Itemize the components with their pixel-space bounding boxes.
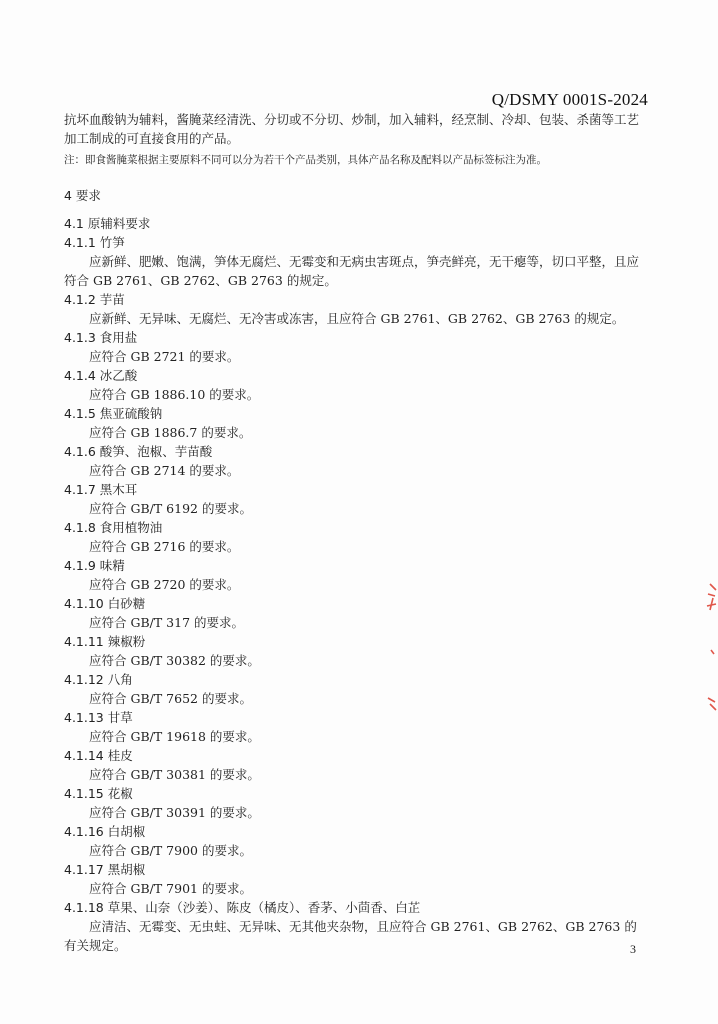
item-text: 应符合 GB/T 30391 的要求。 bbox=[89, 805, 260, 820]
item-text: 应符合 GB/T 30382 的要求。 bbox=[89, 653, 260, 668]
item-heading: 4.1.17 黑胡椒 bbox=[64, 862, 146, 877]
item-text: 应符合 GB/T 7901 的要求。 bbox=[89, 881, 252, 896]
item-4-1-13 bbox=[64, 709, 644, 746]
item-text: 应符合 GB/T 6192 的要求。 bbox=[89, 501, 252, 516]
item-text: 应符合 GB 2714 的要求。 bbox=[89, 463, 240, 478]
item-4-1-16 bbox=[64, 823, 644, 860]
item-heading: 4.1.12 八角 bbox=[64, 672, 133, 687]
intro-note: 注：即食酱腌菜根据主要原料不同可以分为若干个产品类别，具体产品名称及配料以产品标签标注为准。 bbox=[64, 154, 547, 166]
subsection-title: 4.1 原辅料要求 bbox=[64, 216, 151, 231]
item-4-1-12 bbox=[64, 671, 644, 708]
item-4-1-14 bbox=[64, 747, 644, 784]
item-heading: 4.1.3 食用盐 bbox=[64, 330, 138, 345]
item-text: 应符合 GB 2720 的要求。 bbox=[89, 577, 240, 592]
item-4-1-3 bbox=[64, 329, 644, 366]
item-4-1-9 bbox=[64, 557, 644, 594]
item-4-1-11 bbox=[64, 633, 644, 670]
item-heading: 4.1.8 食用植物油 bbox=[64, 520, 163, 535]
intro-paragraph: 抗坏血酸钠为辅料，酱腌菜经清洗、分切或不分切、炒制，加入辅料，经烹制、冷却、包装、杀菌等工艺加工制成的可直接食用的产品。 bbox=[64, 112, 640, 146]
item-text: 应符合 GB/T 317 的要求。 bbox=[89, 615, 244, 630]
item-text: 应新鲜、无异味、无腐烂、无冷害或冻害，且应符合 GB 2761、GB 2762、GB 2763 的规定。 bbox=[89, 311, 625, 326]
item-heading: 4.1.7 黑木耳 bbox=[64, 482, 138, 497]
item-heading: 4.1.13 甘草 bbox=[64, 710, 133, 725]
item-text: 应符合 GB 1886.10 的要求。 bbox=[89, 387, 260, 402]
item-heading: 4.1.18 草果、山奈（沙姜）、陈皮（橘皮）、香茅、小茴香、白芷 bbox=[64, 900, 421, 915]
item-heading: 4.1.2 芋苗 bbox=[64, 292, 125, 307]
item-4-1-8 bbox=[64, 519, 644, 556]
item-heading: 4.1.15 花椒 bbox=[64, 786, 133, 801]
item-4-1-15 bbox=[64, 785, 644, 822]
item-4-1-5 bbox=[64, 405, 644, 442]
seal-stamp-fragment bbox=[704, 580, 718, 730]
item-4-1-7 bbox=[64, 481, 644, 518]
item-heading: 4.1.5 焦亚硫酸钠 bbox=[64, 406, 163, 421]
item-4-1-18 bbox=[64, 899, 644, 955]
item-text: 应符合 GB/T 19618 的要求。 bbox=[89, 729, 260, 744]
item-heading: 4.1.10 白砂糖 bbox=[64, 596, 146, 611]
item-heading: 4.1.14 桂皮 bbox=[64, 748, 133, 763]
item-4-1-17 bbox=[64, 861, 644, 898]
item-text: 应新鲜、肥嫩、饱满，笋体无腐烂、无霉变和无病虫害斑点，笋壳鲜亮，无干瘪等，切口平整，且应符合 GB 2761、GB 2762、GB 2763 的规定。 bbox=[64, 254, 640, 288]
item-4-1-4 bbox=[64, 367, 644, 404]
item-text: 应符合 GB 1886.7 的要求。 bbox=[89, 425, 252, 440]
item-heading: 4.1.1 竹笋 bbox=[64, 235, 125, 250]
item-text: 应符合 GB/T 7900 的要求。 bbox=[89, 843, 252, 858]
item-text: 应清洁、无霉变、无虫蛀、无异味、无其他夹杂物，且应符合 GB 2761、GB 2762、GB 2763 的有关规定。 bbox=[64, 919, 637, 953]
item-4-1-10 bbox=[64, 595, 644, 632]
page-number: 3 bbox=[630, 942, 636, 956]
document-body bbox=[64, 110, 644, 956]
item-heading: 4.1.9 味精 bbox=[64, 558, 125, 573]
standard-code: Q/DSMY 0001S-2024 bbox=[491, 90, 648, 109]
item-text: 应符合 GB/T 7652 的要求。 bbox=[89, 691, 252, 706]
item-heading: 4.1.16 白胡椒 bbox=[64, 824, 146, 839]
item-4-1-2 bbox=[64, 291, 644, 328]
item-heading: 4.1.11 辣椒粉 bbox=[64, 634, 146, 649]
item-text: 应符合 GB/T 30381 的要求。 bbox=[89, 767, 260, 782]
item-4-1-1 bbox=[64, 234, 644, 290]
section-title: 4 要求 bbox=[64, 188, 101, 203]
item-text: 应符合 GB 2721 的要求。 bbox=[89, 349, 240, 364]
item-heading: 4.1.4 冰乙酸 bbox=[64, 368, 138, 383]
item-heading: 4.1.6 酸笋、泡椒、芋苗酸 bbox=[64, 444, 213, 459]
item-text: 应符合 GB 2716 的要求。 bbox=[89, 539, 240, 554]
item-4-1-6 bbox=[64, 443, 644, 480]
